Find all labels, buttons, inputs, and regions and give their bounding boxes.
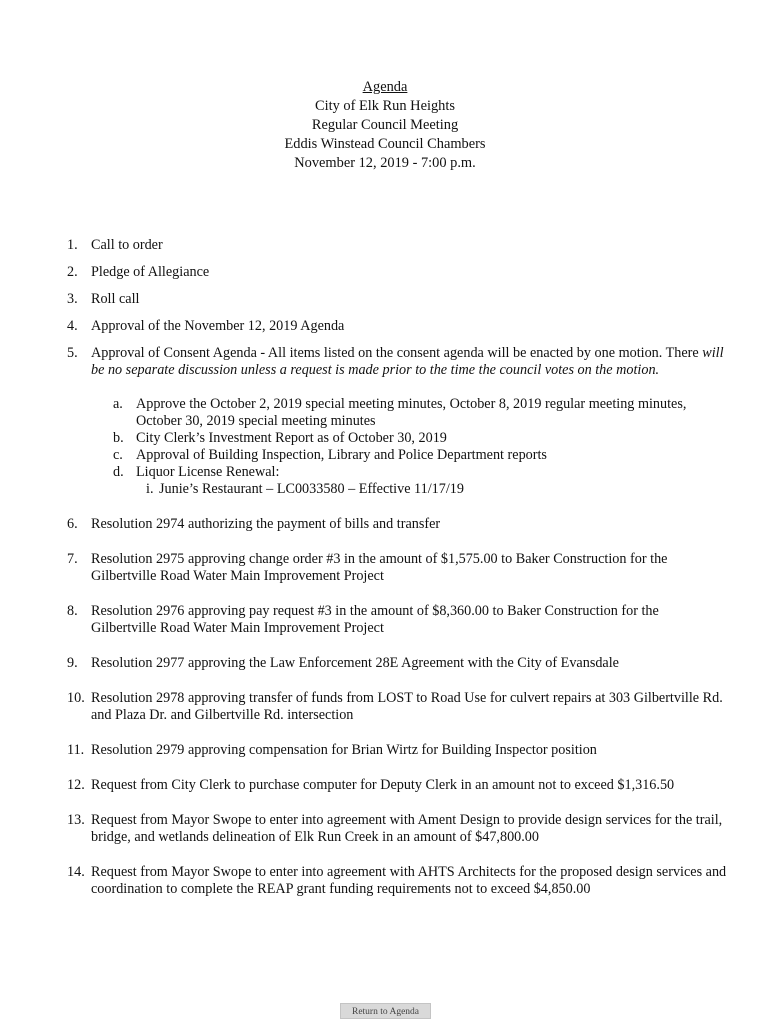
item-number: 7. — [67, 551, 78, 567]
sub-text: Approval of Building Inspection, Library and Police Department reports — [136, 447, 547, 463]
item-text: Approval of the November 12, 2019 Agenda — [91, 318, 345, 334]
meeting-date: November 12, 2019 - 7:00 p.m. — [294, 155, 476, 171]
item-text: Approval of Consent Agenda - All items listed on the consent agenda will be enacted by one motion. There — [91, 345, 699, 361]
item-text-wrapper — [91, 345, 727, 379]
item-number: 9. — [67, 655, 78, 671]
item-number: 12. — [67, 777, 85, 793]
item-number: 6. — [67, 516, 78, 532]
sub-text: Approve the October 2, 2019 special meeting minutes, October 8, 2019 regular meeting minutes, October 30, 2019 special meeting minutes — [136, 396, 687, 429]
item-number: 1. — [67, 237, 78, 253]
sub-text: City Clerk’s Investment Report as of October 30, 2019 — [136, 430, 447, 446]
consent-item-b — [67, 430, 727, 447]
item-number: 5. — [67, 345, 78, 361]
agenda-item-7 — [67, 551, 727, 585]
item-text: Resolution 2976 approving pay request #3 in the amount of $8,360.00 to Baker Construction for the Gilbertville Road Water Main Improvement Project — [91, 603, 659, 636]
agenda-header — [0, 78, 770, 173]
item-text: Request from City Clerk to purchase computer for Deputy Clerk in an amount not to exceed $1,316.50 — [91, 777, 675, 793]
agenda-item-2 — [67, 264, 727, 281]
agenda-item-13 — [67, 812, 727, 846]
agenda-item-10 — [67, 690, 727, 724]
item-number: 13. — [67, 812, 85, 828]
item-text: Request from Mayor Swope to enter into agreement with AHTS Architects for the proposed design services and coordination to complete the REAP grant funding requirements not to exceed $4,850.00 — [91, 864, 727, 897]
agenda-item-9 — [67, 655, 727, 672]
agenda-item-8 — [67, 603, 727, 637]
item-number: 14. — [67, 864, 85, 880]
item-text: Resolution 2978 approving transfer of funds from LOST to Road Use for culvert repairs at 303 Gilbertville Rd. and Plaza Dr. and Gilbertville Rd. intersection — [91, 690, 723, 723]
item-text: Roll call — [91, 291, 140, 307]
consent-item-d — [67, 464, 727, 481]
sub-text: Liquor License Renewal: — [136, 464, 280, 480]
consent-agenda-list — [67, 396, 727, 498]
agenda-item-5 — [67, 345, 727, 379]
sub-number: b. — [113, 430, 124, 446]
item-number: 3. — [67, 291, 78, 307]
subsub-text: Junie’s Restaurant – LC0033580 – Effective 11/17/19 — [159, 481, 464, 497]
item-text-italic: will be no separate discussion unless a request is made prior to the time the council votes on the motion. — [91, 345, 724, 378]
meeting-type: Regular Council Meeting — [311, 117, 459, 133]
agenda-item-4 — [67, 318, 727, 335]
item-number: 11. — [67, 742, 85, 758]
item-text: Resolution 2975 approving change order #3 in the amount of $1,575.00 to Baker Construction for the Gilbertville Road Water Main Improvement Project — [91, 551, 668, 584]
liquor-license-item — [67, 481, 727, 498]
meeting-location: Eddis Winstead Council Chambers — [284, 136, 486, 152]
item-text: Call to order — [91, 237, 163, 253]
item-text: Resolution 2979 approving compensation for Brian Wirtz for Building Inspector position — [91, 742, 597, 758]
item-number: 10. — [67, 690, 85, 706]
agenda-item-14 — [67, 864, 727, 898]
consent-item-a — [67, 396, 727, 430]
item-text: Pledge of Allegiance — [91, 264, 210, 280]
agenda-title: Agenda — [362, 79, 408, 95]
agenda-item-11 — [67, 742, 727, 759]
return-to-agenda-button[interactable]: Return to Agenda — [340, 1003, 431, 1019]
sub-number: a. — [113, 396, 123, 412]
item-text: Request from Mayor Swope to enter into agreement with Ament Design to provide design services for the trail, bridge, and wetlands delineation of Elk Run Creek in an amount of $47,800.00 — [91, 812, 723, 845]
agenda-item-1 — [67, 237, 727, 254]
item-text: Resolution 2977 approving the Law Enforcement 28E Agreement with the City of Evansdale — [91, 655, 619, 671]
agenda-items — [67, 237, 727, 898]
item-number: 8. — [67, 603, 78, 619]
city-name: City of Elk Run Heights — [315, 98, 455, 114]
subsub-number: i. — [146, 481, 154, 497]
item-number: 2. — [67, 264, 78, 280]
item-number: 4. — [67, 318, 78, 334]
sub-number: c. — [113, 447, 123, 463]
agenda-item-12 — [67, 777, 727, 794]
agenda-item-6 — [67, 516, 727, 533]
agenda-item-3 — [67, 291, 727, 308]
item-text: Resolution 2974 authorizing the payment of bills and transfer — [91, 516, 441, 532]
consent-item-c — [67, 447, 727, 464]
sub-number: d. — [113, 464, 124, 480]
